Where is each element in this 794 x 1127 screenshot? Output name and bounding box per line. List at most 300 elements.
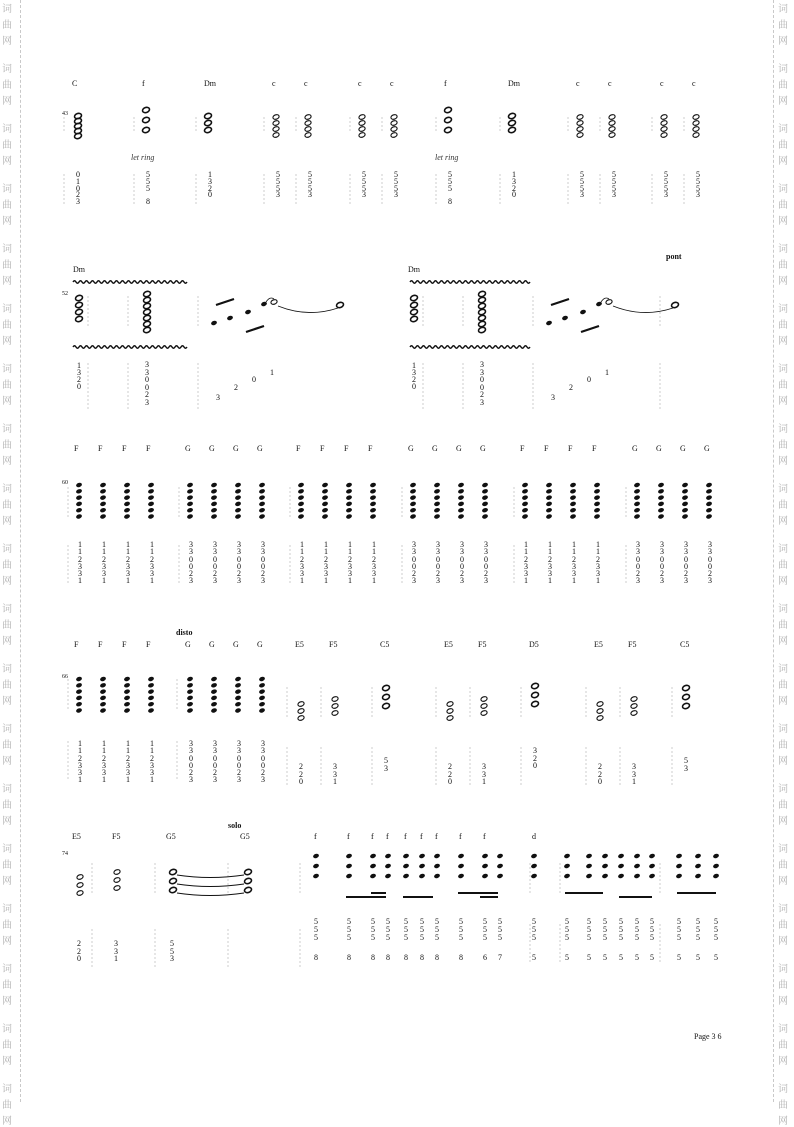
beat-dot (521, 780, 522, 781)
whole-note-head (336, 301, 344, 308)
note-head (457, 495, 464, 501)
beat-dot (68, 754, 69, 755)
let-ring-annotation: let ring (131, 153, 155, 162)
note-head (75, 495, 82, 501)
tab-fret-column: 1 1 2 3 3 1 (150, 540, 154, 586)
note-head (321, 495, 328, 501)
beat-dot (521, 708, 522, 709)
beat-dot (287, 784, 288, 785)
beat-dot (620, 708, 621, 709)
tab-fret-column: 5 5 5 3 (664, 170, 668, 200)
beat-dot (568, 126, 569, 127)
note-head (99, 676, 106, 682)
beat-dot (672, 780, 673, 781)
beat-dot (660, 888, 661, 889)
note-head (234, 676, 241, 682)
beat-dot (463, 305, 464, 306)
watermark-glyph: 网 (2, 1056, 12, 1067)
chord-symbol: F5 (478, 640, 487, 649)
watermark-glyph: 词 (778, 844, 788, 855)
beat-dot (68, 688, 69, 689)
note-head (681, 482, 688, 488)
beat-dot (672, 784, 673, 785)
note-head (147, 507, 154, 513)
beat-dot (660, 376, 661, 377)
beat-dot (382, 183, 383, 184)
beat-dot (463, 301, 464, 302)
beat-dot (600, 122, 601, 123)
chord-symbol: G (257, 640, 263, 649)
beat-dot (264, 130, 265, 131)
beat-dot (128, 325, 129, 326)
tab-fret-column: 5 5 5 8 (448, 170, 452, 207)
note-head (617, 863, 624, 869)
beat-dot (321, 776, 322, 777)
note-head (186, 495, 193, 501)
beat-dot (600, 195, 601, 196)
beat-dot (92, 884, 93, 885)
watermark-glyph: 曲 (2, 620, 12, 631)
beat-dot (92, 876, 93, 877)
note-head (409, 495, 416, 501)
beat-dot (179, 558, 180, 559)
beat-dot (196, 126, 197, 127)
note-head (186, 682, 193, 688)
beat-dot (672, 748, 673, 749)
beat-dot (684, 179, 685, 180)
beat-dot (514, 492, 515, 493)
note-head (409, 482, 416, 488)
beat-dot (470, 700, 471, 701)
beat-dot (321, 760, 322, 761)
beat-dot (300, 966, 301, 967)
chord-symbol: F5 (329, 640, 338, 649)
watermark-glyph: 网 (2, 216, 12, 227)
beat-dot (436, 179, 437, 180)
beat-dot (533, 317, 534, 318)
whole-note-head (331, 703, 339, 709)
beat-dot (521, 704, 522, 705)
tab-fret-column: 3 3 0 0 2 3 (412, 540, 416, 586)
beat-dot (620, 688, 621, 689)
note-head (258, 501, 265, 507)
beat-dot (436, 122, 437, 123)
beat-dot (436, 187, 437, 188)
beat-dot (530, 880, 531, 881)
beat-dot (470, 692, 471, 693)
note-head (186, 695, 193, 701)
note-head (99, 507, 106, 513)
note-head (545, 501, 552, 507)
beat-dot (568, 191, 569, 192)
measure-number: 60 (62, 480, 68, 486)
whole-note-head (508, 112, 516, 119)
whole-note-head (508, 119, 516, 126)
beat-dot (423, 376, 424, 377)
beat-dot (300, 884, 301, 885)
beat-dot (586, 716, 587, 717)
chord-symbol: F5 (628, 640, 637, 649)
whole-note-head (682, 684, 690, 691)
beat-dot (560, 888, 561, 889)
beat-dot (586, 696, 587, 697)
beat-dot (402, 558, 403, 559)
beat-dot (198, 372, 199, 373)
watermark-glyph: 网 (778, 876, 788, 887)
whole-note-head (446, 715, 454, 721)
note-head (633, 863, 640, 869)
beat-dot (321, 764, 322, 765)
note-head (705, 488, 712, 494)
whole-note-head (113, 885, 121, 891)
beat-dot (179, 554, 180, 555)
beat-dot (660, 301, 661, 302)
beat-dot (296, 191, 297, 192)
beat-dot (402, 574, 403, 575)
watermark-glyph: 词 (778, 364, 788, 375)
beat-dot (196, 191, 197, 192)
beat-dot (264, 187, 265, 188)
beat-dot (436, 203, 437, 204)
beat-dot (530, 884, 531, 885)
beat-dot (198, 305, 199, 306)
note-head (457, 501, 464, 507)
note-head (321, 501, 328, 507)
note-head (258, 514, 265, 520)
tab-fret-number: 5 (714, 953, 718, 962)
beat-dot (177, 758, 178, 759)
chord-symbol: c (608, 79, 612, 88)
beat-dot (290, 500, 291, 501)
beat-dot (296, 203, 297, 204)
beat-dot (514, 512, 515, 513)
note-head (433, 514, 440, 520)
note-head (681, 495, 688, 501)
note-head (521, 495, 528, 501)
note-head (369, 873, 376, 879)
beat-dot (626, 492, 627, 493)
beat-dot (521, 752, 522, 753)
whole-note-head (630, 696, 638, 702)
beat-dot (92, 868, 93, 869)
beat-dot (264, 195, 265, 196)
beat-dot (586, 704, 587, 705)
beat-dot (321, 712, 322, 713)
whole-note-head (143, 326, 151, 333)
beat-dot (560, 864, 561, 865)
chord-symbol: F (146, 444, 151, 453)
beat-dot (68, 562, 69, 563)
note-head (712, 853, 719, 859)
beat-dot (287, 780, 288, 781)
note-head (258, 482, 265, 488)
whole-note-head (244, 877, 252, 884)
beat-dot (436, 692, 437, 693)
beat-dot (586, 700, 587, 701)
watermark-glyph: 网 (2, 96, 12, 107)
beat-dot (514, 554, 515, 555)
watermark-glyph: 词 (2, 724, 12, 735)
watermark-glyph: 词 (2, 784, 12, 795)
beat-dot (382, 175, 383, 176)
chord-symbol: f (404, 832, 407, 841)
watermark-glyph: 网 (2, 456, 12, 467)
beat-dot (92, 892, 93, 893)
beat-dot (660, 384, 661, 385)
beat-dot (470, 708, 471, 709)
beat-dot (382, 126, 383, 127)
beat-dot (296, 122, 297, 123)
solo-annotation: solo (228, 821, 242, 830)
beat-dot (290, 496, 291, 497)
note-head (369, 501, 376, 507)
whole-note-head (410, 294, 418, 301)
note-head (75, 695, 82, 701)
note-head (457, 488, 464, 494)
beat-dot (287, 688, 288, 689)
chord-symbol: F (98, 640, 103, 649)
tab-fret-column: 5 5 5 (435, 917, 439, 942)
beat-dot (155, 958, 156, 959)
note-head (345, 501, 352, 507)
beat-dot (521, 696, 522, 697)
beat-dot (652, 130, 653, 131)
note-head (123, 514, 130, 520)
watermark-glyph: 曲 (778, 680, 788, 691)
beat-dot (470, 696, 471, 697)
tab-fret-number: 5 (696, 953, 700, 962)
beat-dot (463, 388, 464, 389)
beat-dot (402, 566, 403, 567)
beat-dot (436, 130, 437, 131)
beat-dot (533, 297, 534, 298)
note-head (345, 514, 352, 520)
note-head (648, 863, 655, 869)
beat-dot (321, 756, 322, 757)
beat-dot (463, 384, 464, 385)
tab-fret-column: 5 5 5 (420, 917, 424, 942)
note-head (123, 495, 130, 501)
beat-dot (530, 868, 531, 869)
beat-dot (533, 384, 534, 385)
chord-symbol: f (420, 832, 423, 841)
beat-dot (560, 949, 561, 950)
beat-dot (372, 688, 373, 689)
note-head (657, 507, 664, 513)
beat-dot (660, 305, 661, 306)
beat-dot (290, 492, 291, 493)
note-head (705, 507, 712, 513)
note-head (186, 701, 193, 707)
beam (246, 326, 264, 332)
beat-dot (300, 892, 301, 893)
beat-dot (684, 126, 685, 127)
note-head (210, 495, 217, 501)
beat-dot (514, 562, 515, 563)
watermark-glyph: 词 (2, 4, 12, 15)
beat-dot (560, 892, 561, 893)
beat-dot (92, 962, 93, 963)
watermark-glyph: 词 (778, 4, 788, 15)
beat-dot (179, 550, 180, 551)
note-head (681, 507, 688, 513)
beat-dot (64, 122, 65, 123)
note-head (648, 853, 655, 859)
note-head (675, 863, 682, 869)
beat-dot (196, 199, 197, 200)
note-head (369, 488, 376, 494)
beat-dot (620, 716, 621, 717)
chord-symbol: f (386, 832, 389, 841)
beat-dot (88, 396, 89, 397)
whole-note-head (682, 702, 690, 709)
note-head (75, 701, 82, 707)
beat-dot (179, 492, 180, 493)
beat-dot (155, 876, 156, 877)
beat-dot (436, 708, 437, 709)
tab-fret-column: 3 3 0 0 2 3 (213, 739, 217, 785)
note-head (694, 873, 701, 879)
beat-dot (198, 309, 199, 310)
beat-dot (300, 888, 301, 889)
beat-dot (652, 126, 653, 127)
beat-dot (660, 325, 661, 326)
note-head (369, 495, 376, 501)
note-head (457, 514, 464, 520)
note-head (569, 507, 576, 513)
beat-dot (423, 384, 424, 385)
note-head (569, 488, 576, 494)
tab-fret-column: 0 (587, 375, 591, 384)
beat-dot (321, 708, 322, 709)
beat-dot (88, 309, 89, 310)
note-head (345, 495, 352, 501)
beat-dot (372, 712, 373, 713)
note-head (210, 501, 217, 507)
watermark-glyph: 词 (778, 484, 788, 495)
watermark-glyph: 网 (778, 336, 788, 347)
watermark-glyph: 词 (2, 1024, 12, 1035)
beat-dot (68, 488, 69, 489)
beat-dot (521, 716, 522, 717)
watermark-glyph: 网 (2, 156, 12, 167)
note-head (297, 495, 304, 501)
beat-dot (402, 550, 403, 551)
watermark-glyph: 曲 (2, 740, 12, 751)
whole-note-head (531, 682, 539, 689)
beat-dot (423, 372, 424, 373)
beat-dot (155, 938, 156, 939)
beat-dot (402, 516, 403, 517)
beat-dot (64, 199, 65, 200)
note-head (210, 514, 217, 520)
chord-symbol: c (358, 79, 362, 88)
beat-dot (660, 949, 661, 950)
tab-fret-number: 8 (371, 953, 375, 962)
beat-dot (684, 183, 685, 184)
beat-dot (600, 191, 601, 192)
disto-annotation: disto (176, 628, 193, 637)
beat-dot (382, 122, 383, 123)
beat-dot (134, 195, 135, 196)
chord-symbol: F (592, 444, 597, 453)
beat-dot (198, 384, 199, 385)
note-head (147, 701, 154, 707)
beat-dot (264, 199, 265, 200)
chord-symbol: G (233, 444, 239, 453)
beat-dot (128, 321, 129, 322)
beat-dot (402, 500, 403, 501)
beat-dot (560, 868, 561, 869)
beat-dot (423, 313, 424, 314)
watermark-glyph: 网 (2, 636, 12, 647)
beat-dot (228, 864, 229, 865)
whole-note-head (692, 114, 700, 120)
note-head (633, 501, 640, 507)
note-head (123, 695, 130, 701)
watermark-glyph: 词 (2, 244, 12, 255)
beat-dot (626, 512, 627, 513)
beat-dot (290, 488, 291, 489)
beat-dot (660, 953, 661, 954)
note-head (147, 676, 154, 682)
beat-dot (155, 934, 156, 935)
beat-dot (600, 187, 601, 188)
note-head (75, 676, 82, 682)
watermark-glyph: 曲 (2, 800, 12, 811)
chord-symbol: C5 (680, 640, 690, 649)
watermark-glyph: 词 (2, 64, 12, 75)
beat-dot (88, 380, 89, 381)
vibrato-line (410, 281, 530, 284)
watermark-glyph: 词 (2, 184, 12, 195)
beat-dot (530, 949, 531, 950)
beat-dot (68, 700, 69, 701)
beat-dot (436, 712, 437, 713)
beat-dot (88, 384, 89, 385)
tab-fret-column: 5 5 5 (677, 917, 681, 942)
beat-dot (586, 692, 587, 693)
tab-fret-column: 5 5 5 (314, 917, 318, 942)
tab-fret-column: 5 5 5 3 (394, 170, 398, 200)
note-head (418, 863, 425, 869)
beat-dot (198, 388, 199, 389)
tab-fret-column: 5 5 5 3 (276, 170, 280, 200)
chord-symbol: F (320, 444, 325, 453)
beam (551, 299, 569, 305)
beat-dot (660, 945, 661, 946)
whole-note-head (304, 132, 312, 138)
beat-dot (514, 550, 515, 551)
beat-dot (134, 199, 135, 200)
beat-dot (350, 126, 351, 127)
beat-dot (530, 888, 531, 889)
beat-dot (321, 780, 322, 781)
whole-note-head (297, 708, 305, 714)
note-head (481, 501, 488, 507)
note-head (585, 873, 592, 879)
watermark-glyph: 网 (778, 1116, 788, 1127)
tab-fret-column: 3 3 0 0 2 3 (436, 540, 440, 586)
beat-dot (321, 688, 322, 689)
beat-dot (372, 692, 373, 693)
beat-dot (372, 760, 373, 761)
whole-note-head (390, 120, 398, 126)
beat-dot (600, 126, 601, 127)
watermark-glyph: 曲 (778, 260, 788, 271)
tab-fret-column: 3 3 0 0 2 3 (660, 540, 664, 586)
beat-dot (436, 688, 437, 689)
